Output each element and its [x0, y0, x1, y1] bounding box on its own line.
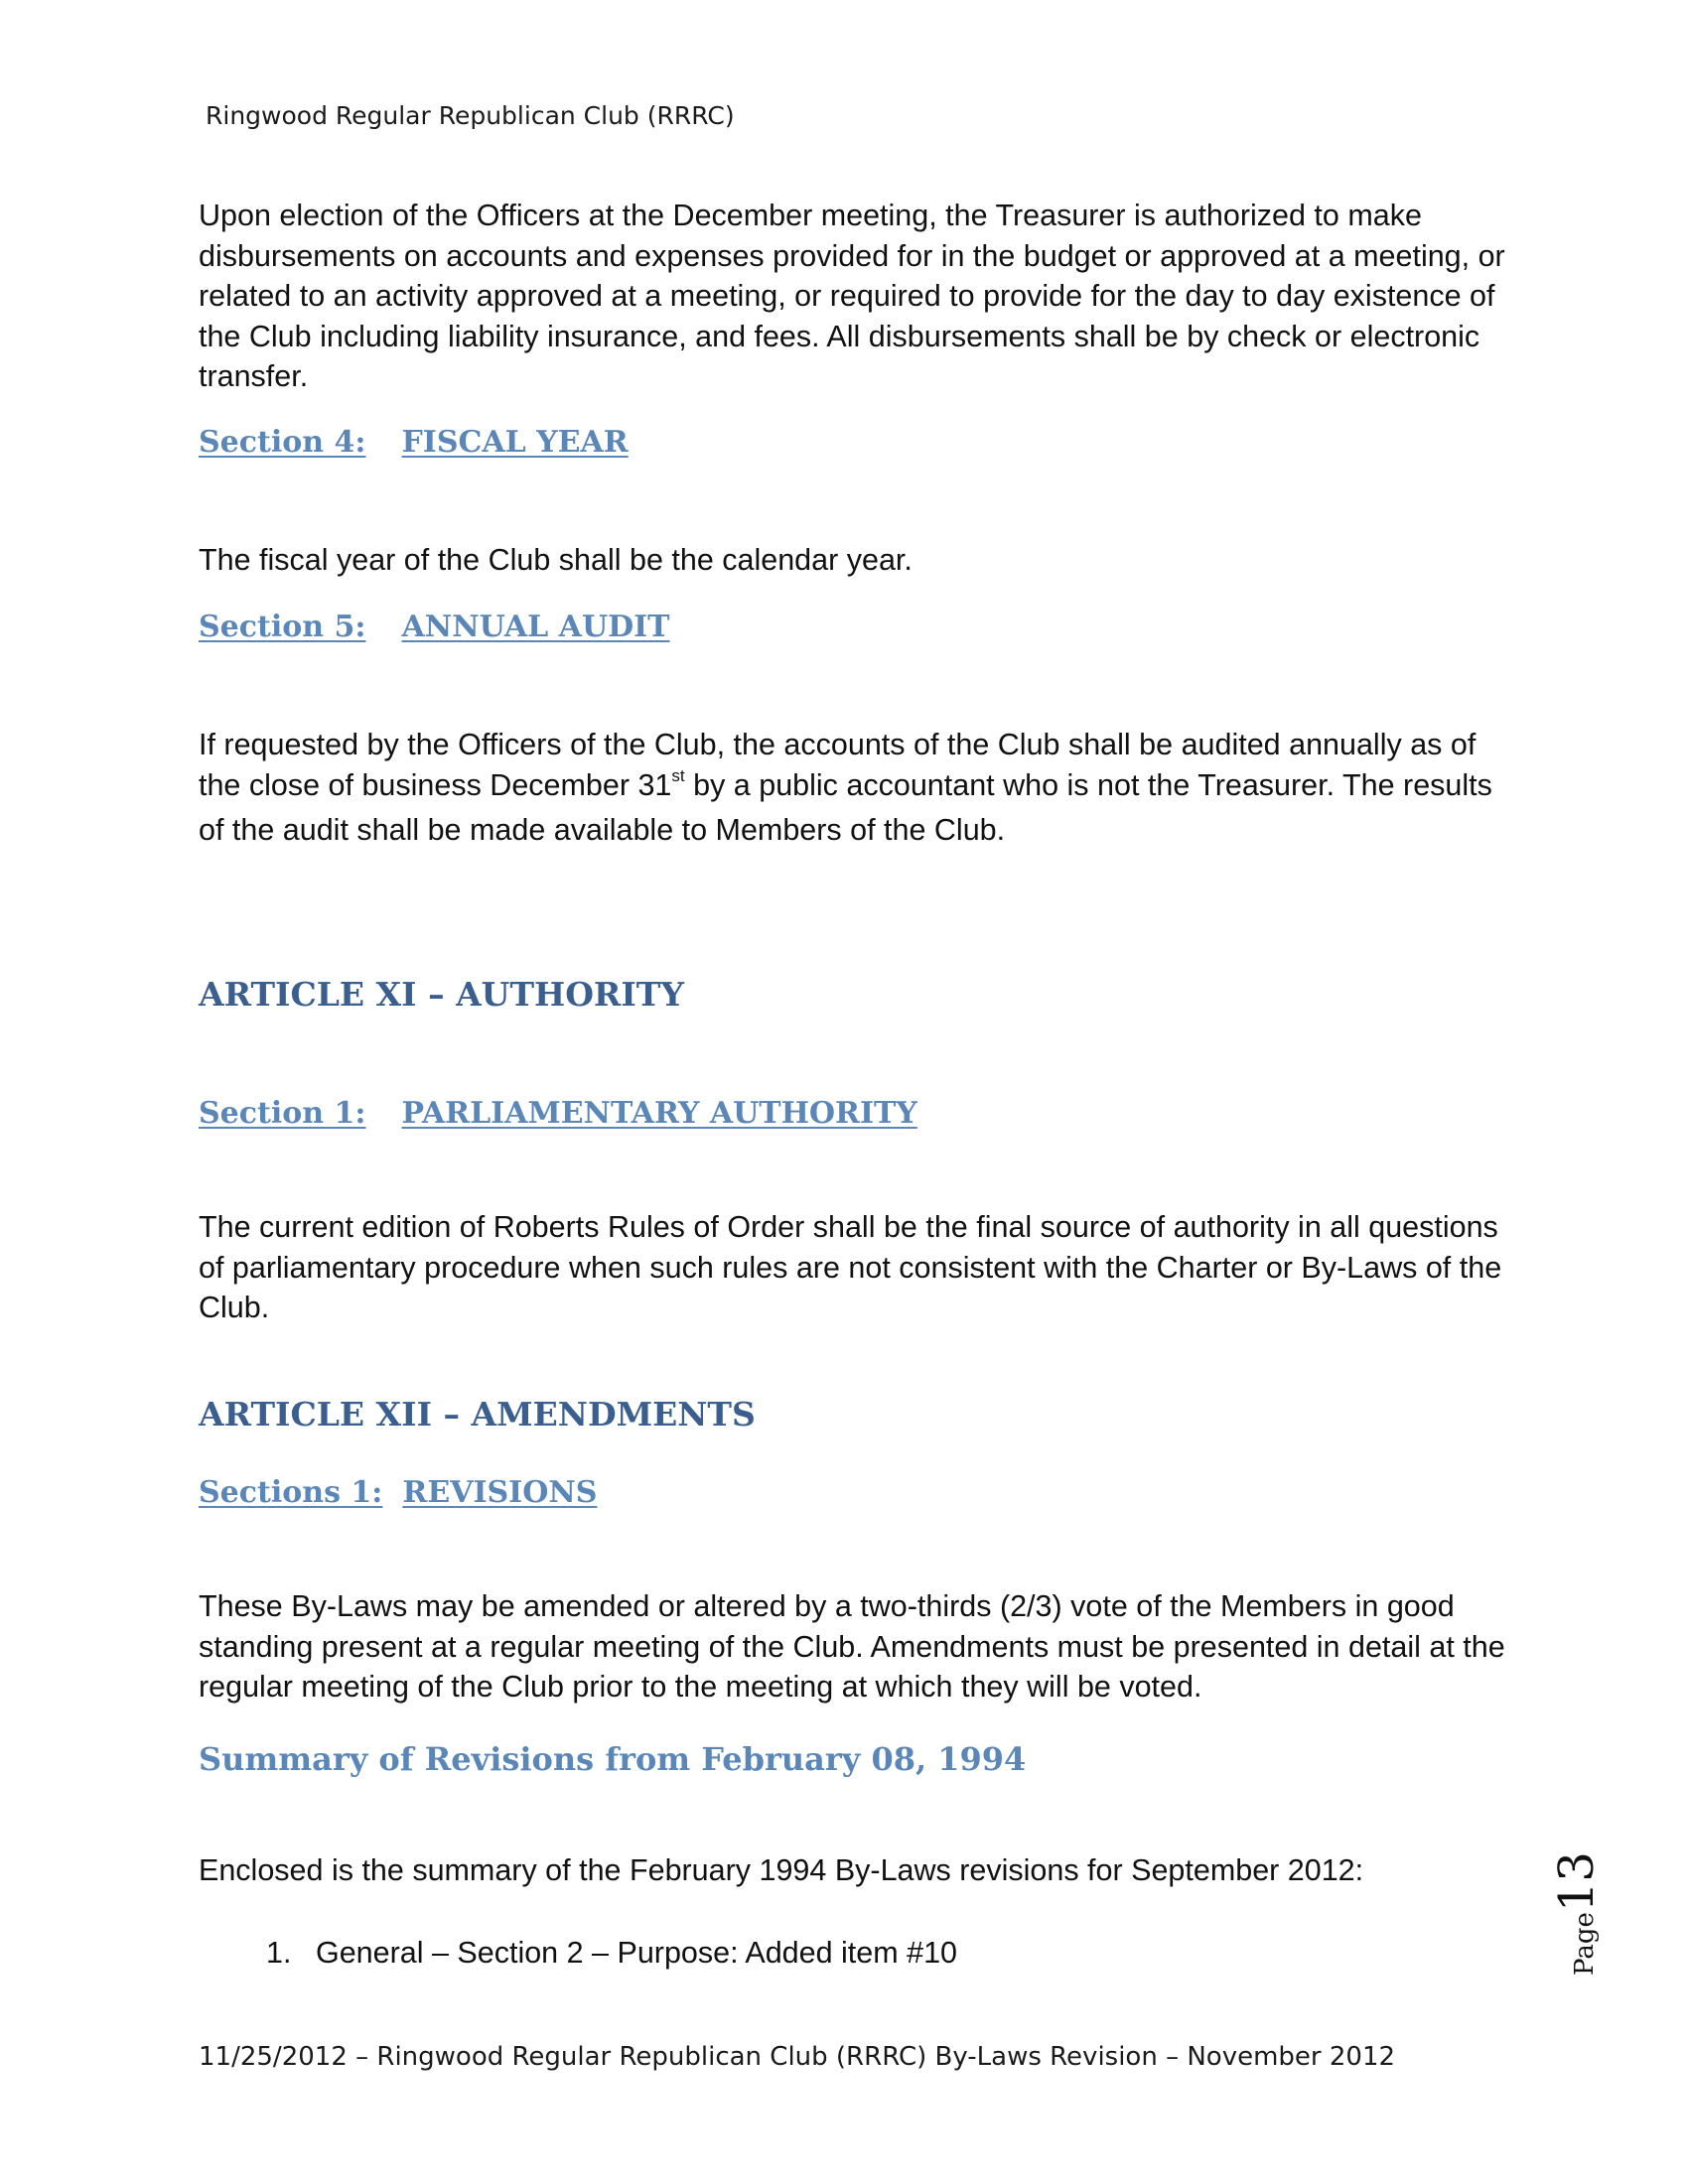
article-xi-section-1-number: Section 1: — [199, 1096, 366, 1131]
summary-heading: Summary of Revisions from February 08, 1994 — [199, 1740, 1027, 1778]
section-5-number: Section 5: — [199, 610, 366, 644]
running-footer: 11/25/2012 – Ringwood Regular Republican Club (RRRC) By-Laws Revision – November 2012 — [199, 2042, 1396, 2072]
audit-text-part1: If requested by the Officers of the Club, the accounts of the Club shall be audited annually as of the close of business December 31 — [199, 728, 1477, 802]
treasurer-paragraph: Upon election of the Officers at the December meeting, the Treasurer is authorized to make disbursements on accounts and expenses provided for in the budget or approved at a meeting, or related to an activity approved at a meeting, or required to provide for the day to day existence of the Club including liability insurance, and fees. All disbursements shall be by check or electronic transfer. — [199, 199, 1505, 393]
article-xii-section-1-title: REVISIONS — [402, 1475, 598, 1510]
section-4-heading — [199, 425, 629, 460]
page-number — [1549, 1777, 1628, 1976]
audit-paragraph — [199, 725, 1509, 851]
section-5-title: ANNUAL AUDIT — [401, 610, 670, 644]
parliamentary-paragraph: The current edition of Roberts Rules of Order shall be the final source of authority in all questions of parliamentary procedure when such rules are not consistent with the Charter or By-Laws of the Club. — [199, 1210, 1502, 1324]
page-number-value: 13 — [1549, 1851, 1605, 1913]
summary-intro-paragraph: Enclosed is the summary of the February 1994 By-Laws revisions for September 2012: — [199, 1853, 1364, 1887]
summary-list — [266, 1936, 957, 1971]
revisions-paragraph: These By-Laws may be amended or altered by a two-thirds (2/3) vote of the Members in good standing present at a regular meeting of the Club. Amendments must be presented in detail at the regular meeting of the Club prior to the meeting at which they will be voted. — [199, 1589, 1505, 1704]
article-xii-section-1-number: Sections 1: — [199, 1475, 383, 1510]
list-item-text: General – Section 2 – Purpose: Added item #10 — [316, 1936, 958, 1970]
article-xi-section-1-title: PARLIAMENTARY AUTHORITY — [401, 1096, 917, 1131]
article-xii-section-1-heading — [199, 1475, 597, 1510]
list-item-number: 1. — [266, 1936, 292, 1970]
running-header: Ringwood Regular Republican Club (RRRC) — [206, 101, 735, 130]
section-5-heading — [199, 610, 670, 644]
audit-text-part2: by a public accountant who is not the Treasurer. The results of the audit shall be made available to Members of the Club. — [199, 767, 1492, 847]
list-item — [266, 1936, 957, 1971]
fiscal-year-paragraph: The fiscal year of the Club shall be the calendar year. — [199, 543, 913, 577]
section-4-number: Section 4: — [199, 425, 366, 460]
article-xi-heading: ARTICLE XI – AUTHORITY — [199, 975, 684, 1014]
page-label: Page — [1570, 1912, 1600, 1976]
section-4-title: FISCAL YEAR — [401, 425, 629, 460]
article-xii-heading: ARTICLE XII – AMENDMENTS — [199, 1395, 756, 1433]
audit-superscript: st — [671, 765, 685, 785]
article-xi-section-1-heading — [199, 1096, 917, 1131]
